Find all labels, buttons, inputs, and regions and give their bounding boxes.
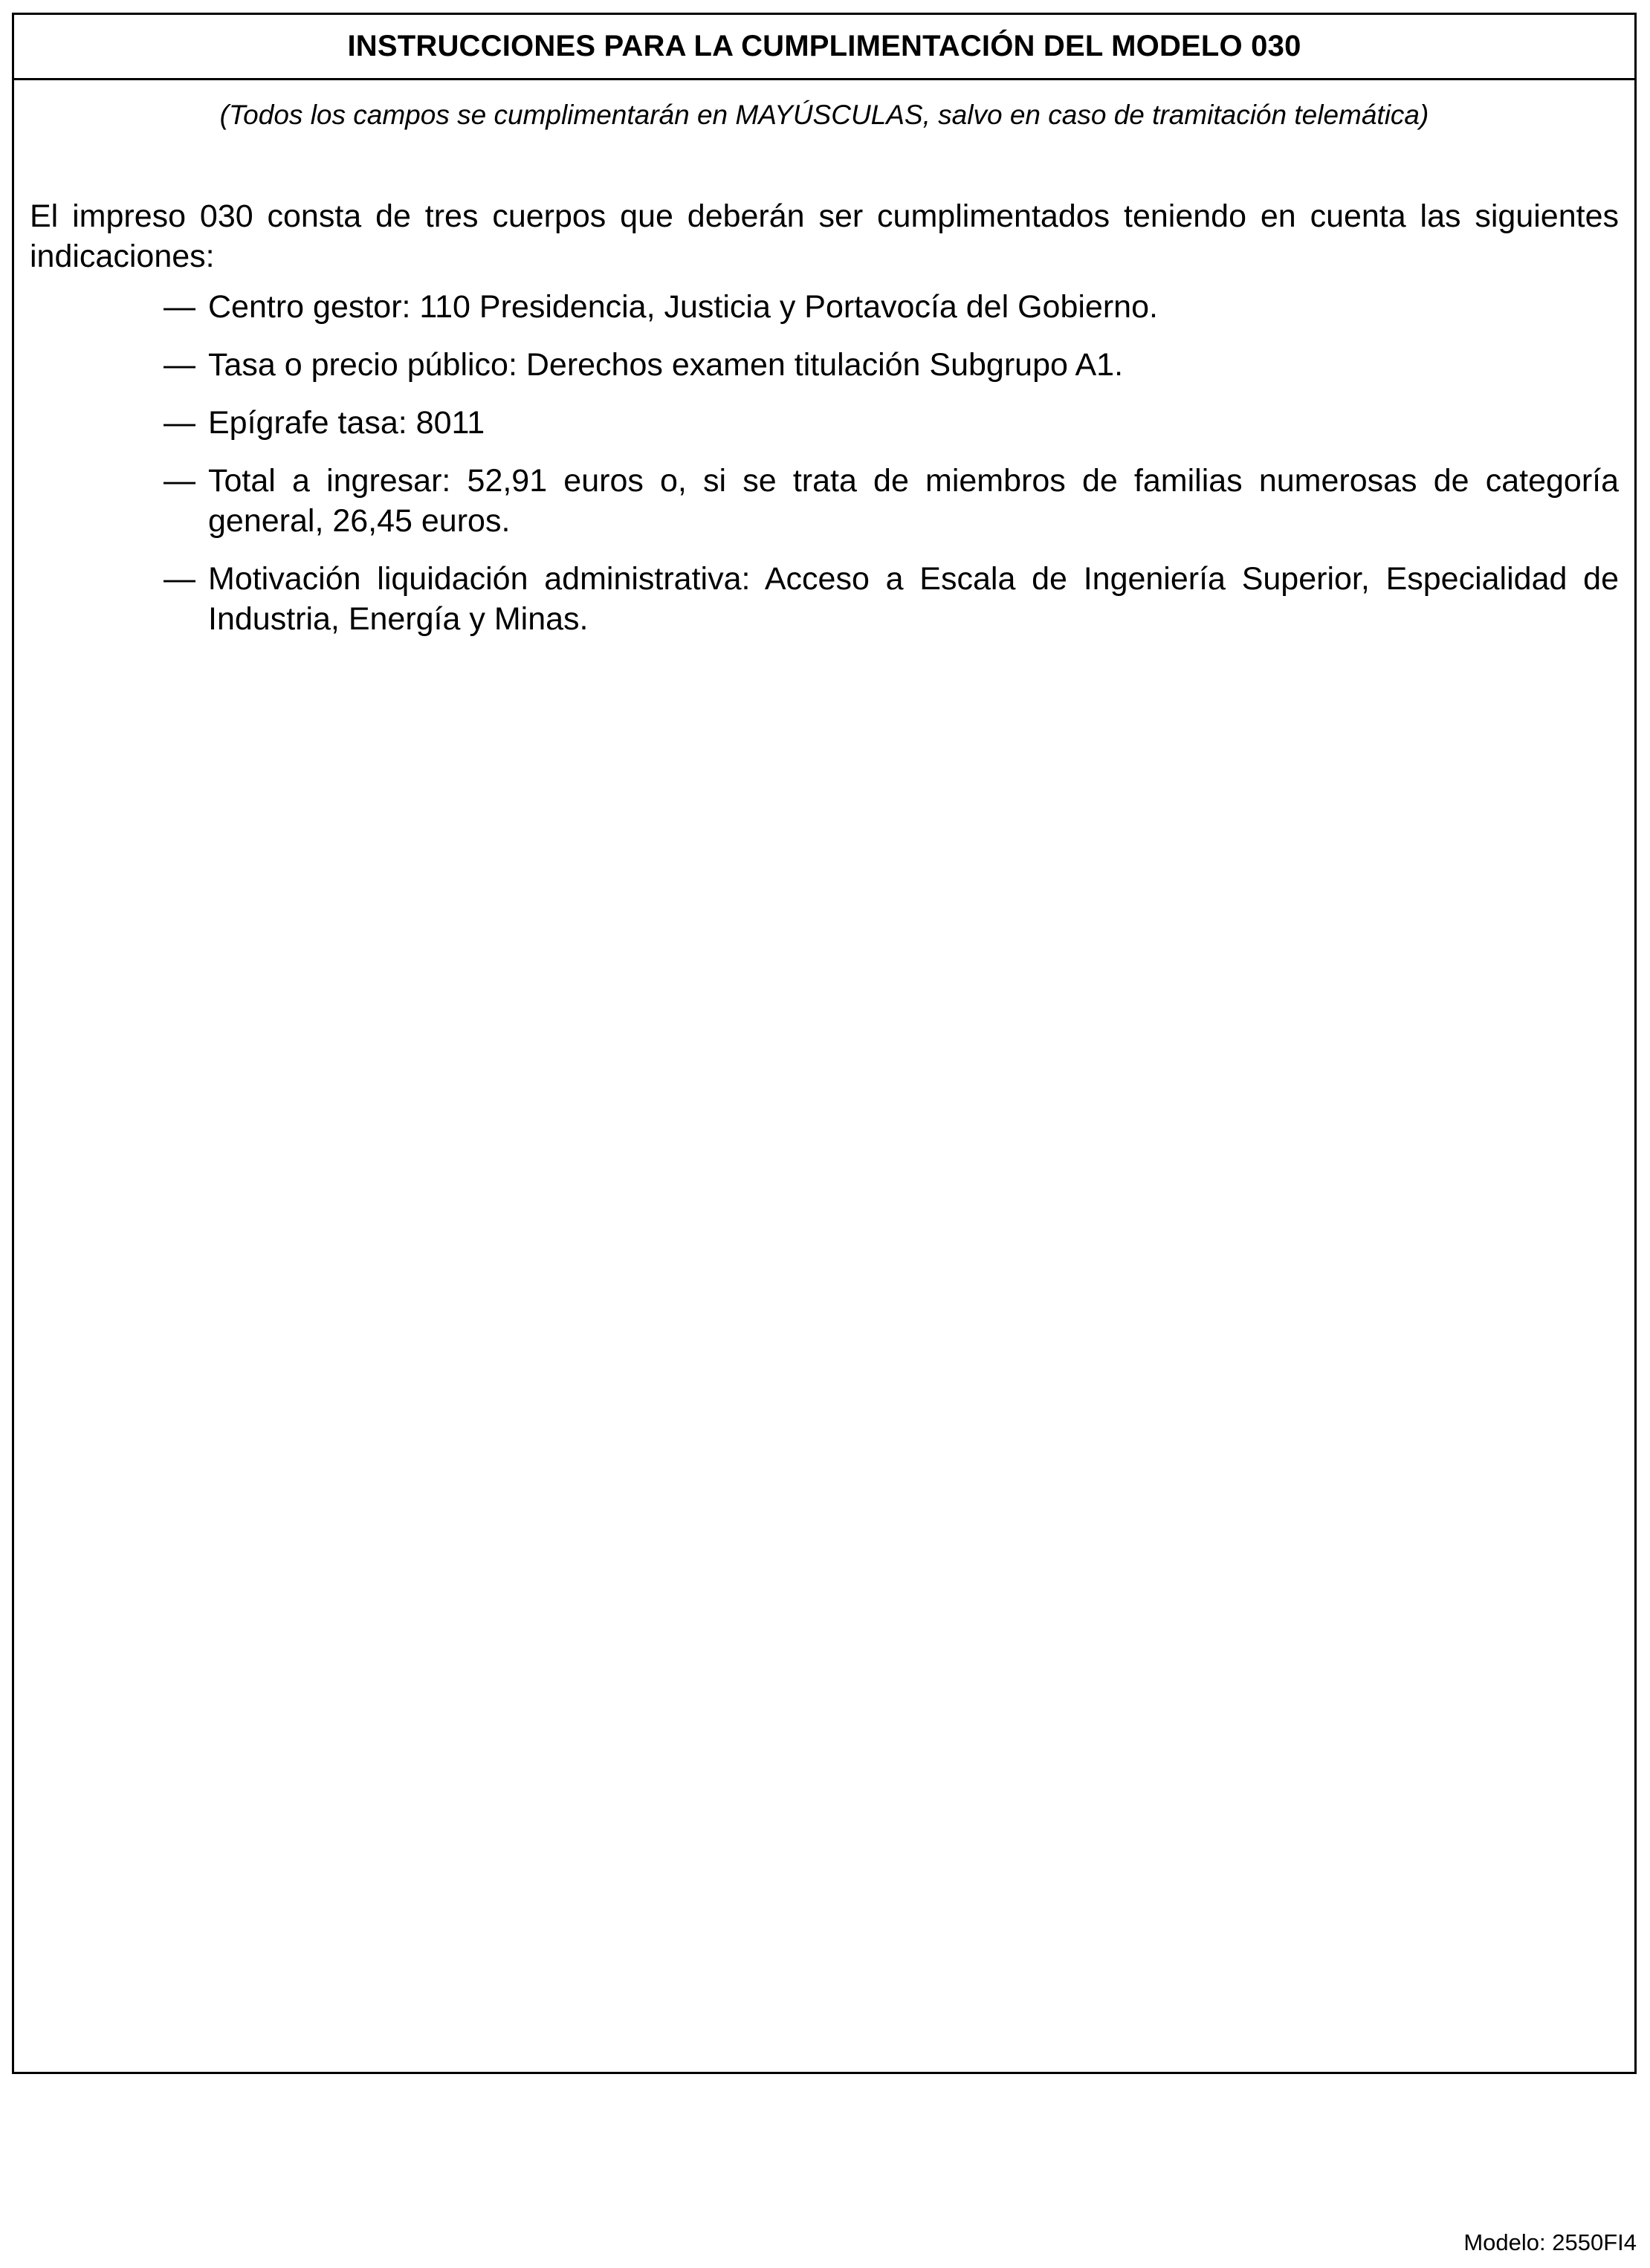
form-header (14, 15, 1634, 80)
form-subtitle: (Todos los campos se cumplimentarán en MAYÚSCULAS, salvo en caso de tramitación telemática) (219, 100, 1429, 130)
list-item (164, 403, 1619, 443)
list-item (164, 287, 1619, 327)
list-item (164, 345, 1619, 385)
intro-paragraph: El impreso 030 consta de tres cuerpos que deberán ser cumplimentados teniendo en cuenta las siguientes indicaciones: (30, 198, 1619, 274)
dash-bullet: — (164, 347, 195, 383)
instructions-form-box (12, 13, 1637, 2074)
form-content (14, 196, 1634, 639)
list-item-text: Tasa o precio público: Derechos examen titulación Subgrupo A1. (208, 347, 1124, 383)
dash-bullet: — (164, 463, 195, 499)
instruction-list (30, 287, 1619, 639)
dash-bullet: — (164, 561, 195, 597)
list-item-text: Centro gestor: 110 Presidencia, Justicia y Portavocía del Gobierno. (208, 289, 1158, 325)
list-item-text: Epígrafe tasa: 8011 (208, 405, 485, 441)
list-item (164, 461, 1619, 541)
form-title: INSTRUCCIONES PARA LA CUMPLIMENTACIÓN DEL MODELO 030 (347, 30, 1301, 62)
dash-bullet: — (164, 289, 195, 325)
list-item (164, 559, 1619, 639)
model-code-footer: Modelo: 2550FI4 (1463, 2229, 1637, 2255)
list-item-text: Total a ingresar: 52,91 euros o, si se trata de miembros de familias numerosas de categoría general, 26,45 euros. (208, 463, 1619, 539)
dash-bullet: — (164, 405, 195, 441)
list-item-text: Motivación liquidación administrativa: Acceso a Escala de Ingeniería Superior, Especialidad de Industria, Energía y Minas. (208, 561, 1619, 637)
